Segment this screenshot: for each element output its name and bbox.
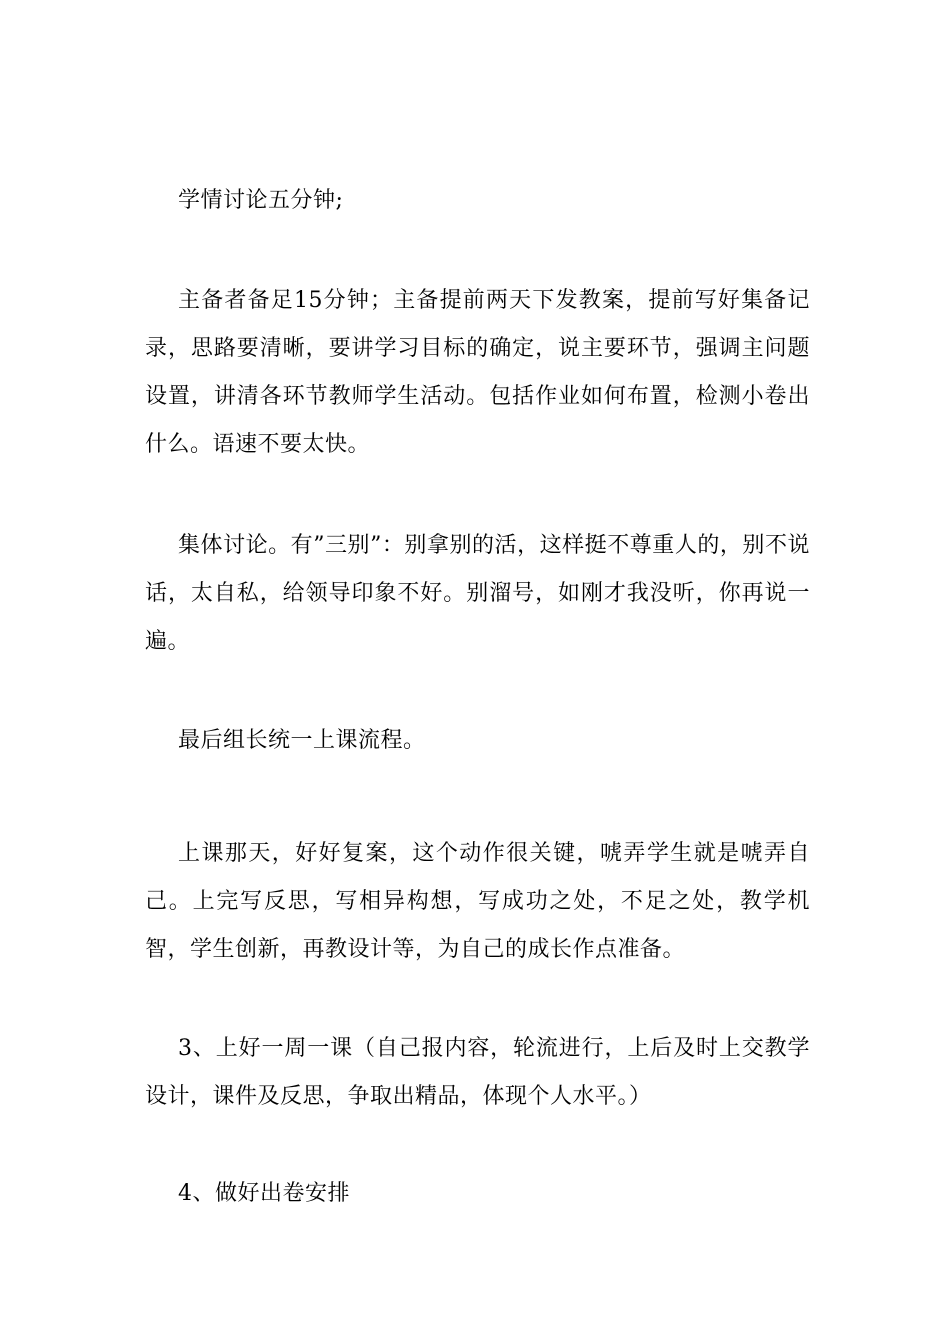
- paragraph-weekly-lesson: 3、上好一周一课（自己报内容，轮流进行，上后及时上交教学设计，课件及反思，争取出精品，体现个人水平。）: [145, 1036, 810, 1109]
- paragraph-lead-preparer: 主备者备足15分钟；主备提前两天下发教案，提前写好集备记录，思路要清晰，要讲学习目标的确定，说主要环节，强调主问题设置，讲清各环节教师学生活动。包括作业如何布置，检测小卷出什么。语速不要太快。: [145, 288, 810, 457]
- paragraph-group-discussion: 集体讨论。有”三别”：别拿别的活，这样挺不尊重人的，别不说话，太自私，给领导印象不好。别溜号，如刚才我没听，你再说一遍。: [145, 533, 810, 654]
- paragraph-exam-arrangement: 4、做好出卷安排: [178, 1181, 350, 1206]
- paragraph-study-discussion: 学情讨论五分钟;: [178, 188, 344, 213]
- paragraph-unify-process: 最后组长统一上课流程。: [178, 728, 426, 753]
- paragraph-class-day: 上课那天，好好复案，这个动作很关键，唬弄学生就是唬弄自己。上完写反思，写相异构想，写成功之处，不足之处，教学机智，学生创新，再教设计等，为自己的成长作点准备。: [145, 841, 810, 962]
